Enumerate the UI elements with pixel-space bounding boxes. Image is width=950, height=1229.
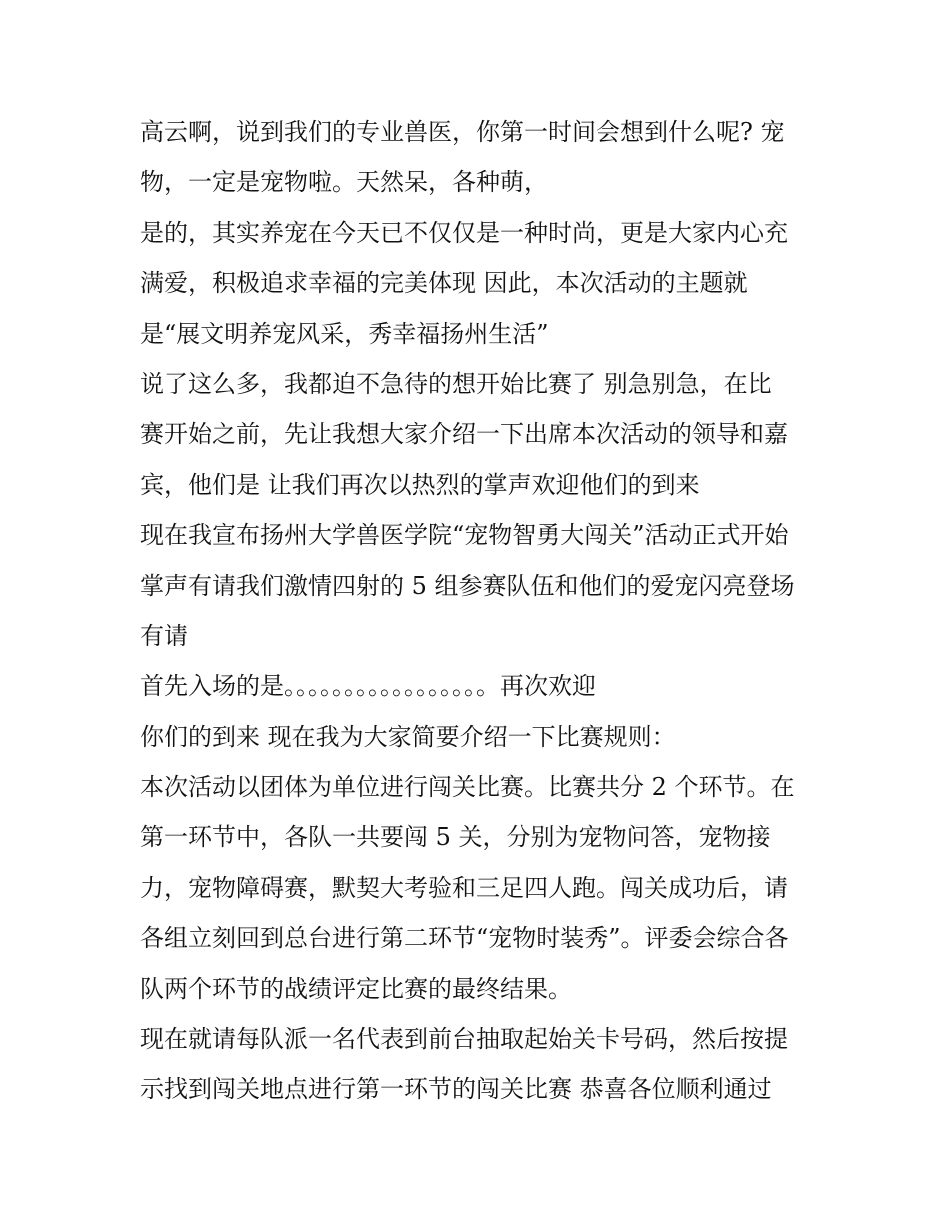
paragraph-4 bbox=[140, 510, 820, 661]
text-line: 高云啊，说到我们的专业兽医，你第一时间会想到什么呢? 宠 bbox=[140, 118, 785, 146]
text-line: 是的，其实养宠在今天已不仅仅是一种时尚，更是大家内心充 bbox=[140, 218, 788, 247]
text-line: 你们的到来 现在我为大家简要介绍一下比赛规则： bbox=[140, 722, 676, 751]
text-line: 有请 bbox=[140, 621, 188, 650]
text-line: 说了这么多，我都迫不急待的想开始比赛了 别急别急，在比 bbox=[140, 369, 772, 398]
text-line: 第一环节中，各队一共要闯 5 关，分别为宠物问答，宠物接 bbox=[140, 823, 771, 852]
text-line: 物，一定是宠物啦。天然呆，各种萌， bbox=[140, 168, 548, 197]
paragraph-6 bbox=[140, 762, 820, 1014]
paragraph-5 bbox=[140, 661, 820, 762]
text-line: 是“展文明养宠风采，秀幸福扬州生活” bbox=[140, 319, 549, 348]
text-line: 首先入场的是。。。。。。。。。。。。。。。。。再次欢迎 bbox=[140, 672, 596, 701]
text-line: 力，宠物障碍赛，默契大考验和三足四人跑。闯关成功后，请 bbox=[140, 873, 788, 902]
text-line: 队两个环节的战绩评定比赛的最终结果。 bbox=[140, 974, 572, 1003]
paragraph-2 bbox=[140, 208, 820, 359]
paragraph-7 bbox=[140, 1014, 820, 1115]
text-line: 宾，他们是 让我们再次以热烈的掌声欢迎他们的到来 bbox=[140, 470, 700, 499]
paragraph-3 bbox=[140, 359, 820, 510]
text-line: 本次活动以团体为单位进行闯关比赛。比赛共分 2 个环节。在 bbox=[140, 773, 795, 802]
document-body bbox=[140, 107, 820, 1115]
text-line: 各组立刻回到总台进行第二环节“宠物时装秀”。评委会综合各 bbox=[140, 924, 789, 953]
text-line: 现在就请每队派一名代表到前台抽取起始关卡号码，然后按提 bbox=[140, 1025, 788, 1054]
text-line: 掌声有请我们激情四射的 5 组参赛队伍和他们的爱宠闪亮登场 bbox=[140, 571, 795, 600]
paragraph-1 bbox=[140, 107, 820, 208]
text-line: 现在我宣布扬州大学兽医学院“宠物智勇大闯关”活动正式开始 bbox=[140, 521, 789, 550]
text-line: 示找到闯关地点进行第一环节的闯关比赛 恭喜各位顺利通过 bbox=[140, 1075, 772, 1104]
text-line: 赛开始之前，先让我想大家介绍一下出席本次活动的领导和嘉 bbox=[140, 420, 788, 449]
text-line: 满爱，积极追求幸福的完美体现 因此，本次活动的主题就 bbox=[140, 269, 748, 298]
